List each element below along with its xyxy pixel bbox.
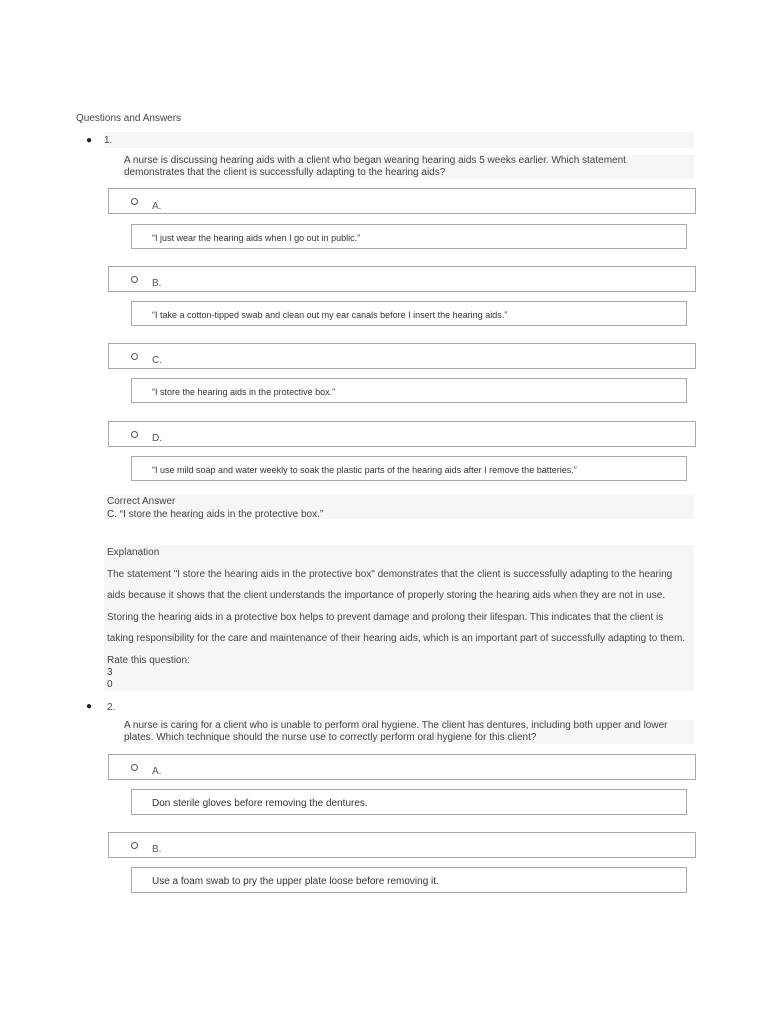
bullet-icon: ●	[86, 701, 93, 712]
question-number: 2.	[107, 702, 116, 713]
option-answer[interactable]: Don sterile gloves before removing the dentures.	[131, 789, 687, 815]
page-title: Questions and Answers	[76, 113, 182, 124]
option-answer[interactable]: Use a foam swab to pry the upper plate loose before removing it.	[131, 867, 687, 893]
option-letter: C.	[152, 355, 162, 366]
option-c[interactable]	[108, 343, 696, 369]
question-number: 1.	[104, 132, 694, 148]
question-text: A nurse is caring for a client who is unable to perform oral hygiene. The client has dentures, including both upper and lower plates. Which technique should the nurse use to correctly perform oral hygiene for this client?	[124, 720, 694, 744]
question-text: A nurse is discussing hearing aids with a client who began wearing hearing aids 5 weeks earlier. Which statement demonstrates that the client is successfully adapting to the hearing aids?	[124, 155, 694, 179]
option-b[interactable]	[108, 832, 696, 858]
option-d[interactable]	[108, 421, 696, 447]
explanation-block	[104, 545, 694, 691]
option-letter: B.	[152, 278, 162, 289]
option-answer[interactable]: “I take a cotton-tipped swab and clean out my ear canals before I insert the hearing aids.”	[131, 301, 687, 326]
option-a[interactable]	[108, 188, 696, 214]
rate-down-count[interactable]: 0	[107, 679, 113, 690]
rate-up-count[interactable]: 3	[107, 667, 113, 678]
explanation-text: Storing the hearing aids in a protective box helps to prevent damage and prolong their lifespan. This indicates that the client is	[107, 612, 664, 623]
radio-circle-icon[interactable]	[131, 764, 138, 771]
explanation-label: Explanation	[107, 547, 160, 558]
option-answer[interactable]: “I just wear the hearing aids when I go out in public.”	[131, 224, 687, 249]
explanation-text: aids because it shows that the client understands the importance of properly storing the hearing aids when they are not in use.	[107, 590, 666, 601]
option-letter: A.	[152, 201, 162, 212]
rate-question-label: Rate this question:	[107, 655, 190, 666]
correct-answer-text: C. “I store the hearing aids in the protective box.”	[107, 509, 324, 520]
option-b[interactable]	[108, 266, 696, 292]
explanation-text: The statement "I store the hearing aids in the protective box" demonstrates that the client is successfully adapting to the hearing	[107, 569, 673, 580]
option-a[interactable]	[108, 754, 696, 780]
radio-circle-icon[interactable]	[131, 276, 138, 283]
radio-circle-icon[interactable]	[131, 842, 138, 849]
radio-circle-icon[interactable]	[131, 198, 138, 205]
bullet-icon: ●	[86, 135, 93, 146]
radio-circle-icon[interactable]	[131, 353, 138, 360]
option-letter: D.	[152, 433, 162, 444]
option-answer[interactable]: “I use mild soap and water weekly to soak the plastic parts of the hearing aids after I remove the batteries.”	[131, 456, 687, 481]
option-answer[interactable]: “I store the hearing aids in the protective box.”	[131, 378, 687, 403]
correct-answer-block	[104, 495, 694, 519]
correct-answer-label: Correct Answer	[107, 496, 176, 507]
option-letter: B.	[152, 844, 162, 855]
explanation-text: taking responsibility for the care and maintenance of their hearing aids, which is an important part of successfully adapting to them.	[107, 633, 686, 644]
radio-circle-icon[interactable]	[131, 431, 138, 438]
option-letter: A.	[152, 766, 162, 777]
